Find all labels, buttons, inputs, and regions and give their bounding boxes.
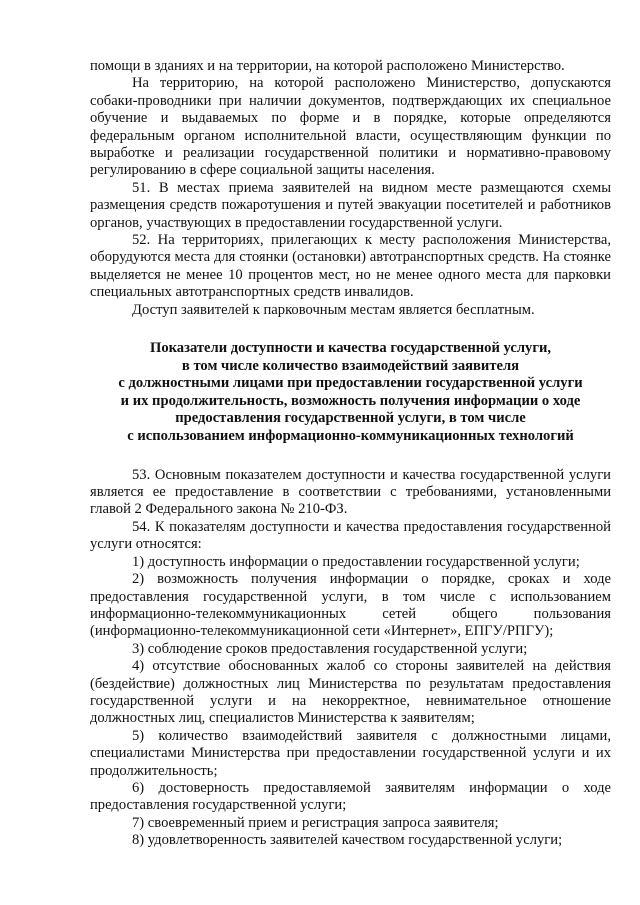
paragraph-parking-access: Доступ заявителей к парковочным местам является бесплатным.	[132, 301, 535, 318]
list-item-8: 8) удовлетворенность заявителей качеством государственной услуги;	[132, 832, 563, 849]
paragraph-guide-dogs: На территорию, на которой расположено Министерство, допускаются собаки-проводники при наличии документов, подтверждающих их специальное обучение и выдаваемых по форме и в порядке, которые определяются федеральным органом исполнительной власти, осуществляющим функции по выработке и реализации государственной политики и нормативно-правовому регулированию в сфере социальной защиты населения.	[90, 75, 611, 179]
paragraph-54: 54. К показателям доступности и качества предоставления государственной услуги относятся:	[90, 518, 611, 553]
paragraph-52: 52. На территориях, прилегающих к месту расположения Министерства, оборудуются места для стоянки (остановки) автотранспортных средств. На стоянке выделяется не менее 10 процентов мест, но не менее одного места для парковки специальных автотранспортных средств инвалидов.	[90, 232, 611, 301]
heading-line: Показатели доступности и качества государственной услуги,	[149, 340, 552, 357]
section-heading	[90, 340, 611, 446]
list-item-3: 3) соблюдение сроков предоставления государственной услуги;	[132, 640, 528, 657]
list-item-6: 6) достоверность предоставляемой заявителям информации о ходе предоставления государственной услуги;	[90, 779, 611, 814]
paragraph-51: 51. В местах приема заявителей на видном месте размещаются схемы размещения средств пожаротушения и путей эвакуации посетителей и работников органов, участвующих в предоставлении государственной услуги.	[90, 179, 611, 231]
heading-line: с должностными лицами при предоставлении государственной услуги	[118, 375, 583, 392]
document-page	[90, 58, 611, 850]
heading-line: в том числе количество взаимодействий заявителя	[181, 357, 520, 374]
list-item-4: 4) отсутствие обоснованных жалоб со стороны заявителей на действия (бездействие) должностных лиц Министерства по результатам предоставления государственной услуги и на некорректное, невнимательное отношение должностных лиц, специалистов Министерства к заявителям;	[90, 658, 611, 727]
heading-line: и их продолжительность, возможность получения информации о ходе	[120, 392, 581, 409]
list-item-7: 7) своевременный прием и регистрация запроса заявителя;	[132, 814, 499, 831]
heading-line: с использованием информационно-коммуникационных технологий	[127, 428, 574, 445]
heading-line: предоставления государственной услуги, в том числе	[175, 410, 526, 427]
list-item-1: 1) доступность информации о предоставлении государственной услуги;	[132, 553, 580, 570]
paragraph-continuation: помощи в зданиях и на территории, на которой расположено Министерство.	[90, 58, 565, 74]
list-item-2: 2) возможность получения информации о порядке, сроках и ходе предоставления государственной услуги, в том числе с использованием информационно-телекоммуникационных сетей общего пользования (информационно-телекоммуникационной сети «Интернет», ЕПГУ/РПГУ);	[90, 571, 611, 640]
paragraph-53: 53. Основным показателем доступности и качества государственной услуги является ее предоставление в соответствии с требованиями, установленными главой 2 Федерального закона № 210-ФЗ.	[90, 466, 611, 518]
list-item-5: 5) количество взаимодействий заявителя с должностными лицами, специалистами Министерства при предоставлении государственной услуги и их продолжительность;	[90, 727, 611, 779]
